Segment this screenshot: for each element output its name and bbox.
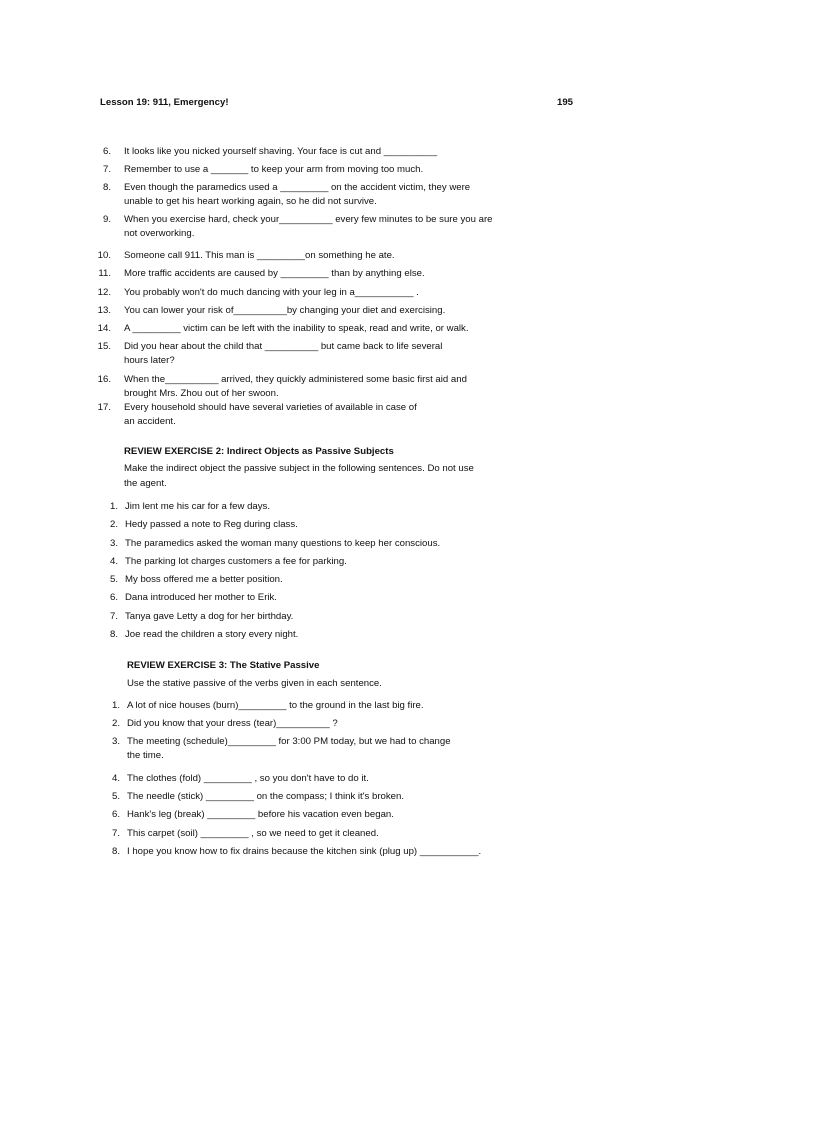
item-number: 5. xyxy=(111,791,120,802)
item-line: Hedy passed a note to Reg during class. xyxy=(125,519,298,530)
item-text xyxy=(124,373,467,401)
item-text xyxy=(124,304,445,318)
item-text xyxy=(124,213,493,241)
item-text xyxy=(124,249,395,263)
item-line: Did you know that your dress (tear)__________ ? xyxy=(127,718,338,729)
item-line: the time. xyxy=(127,750,164,761)
item-number: 15. xyxy=(97,341,111,352)
item-line: Dana introduced her mother to Erik. xyxy=(125,592,277,603)
exercise-3-instructions xyxy=(127,677,382,692)
item-number: 3. xyxy=(109,538,118,549)
item-number: 7. xyxy=(102,164,111,175)
item-text xyxy=(125,628,298,642)
item-number: 8. xyxy=(109,629,118,640)
item-number: 4. xyxy=(109,556,118,567)
item-number: 9. xyxy=(102,214,111,225)
item-number: 16. xyxy=(97,374,111,385)
item-number: 1. xyxy=(109,501,118,512)
item-number: 5. xyxy=(109,574,118,585)
item-number: 11. xyxy=(98,268,111,279)
item-number: 1. xyxy=(111,700,120,711)
item-line: The clothes (fold) _________ , so you don't have to do it. xyxy=(127,773,369,784)
instruction-line: Make the indirect object the passive subject in the following sentences. Do not use xyxy=(124,463,474,474)
item-line: More traffic accidents are caused by _________ than by anything else. xyxy=(124,268,425,279)
item-text xyxy=(125,518,298,532)
item-number: 17. xyxy=(97,402,111,413)
item-text xyxy=(127,845,481,859)
item-line: Someone call 911. This man is _________on something he ate. xyxy=(124,250,395,261)
item-number: 8. xyxy=(111,846,120,857)
item-line: brought Mrs. Zhou out of her swoon. xyxy=(124,388,279,399)
item-line: Joe read the children a story every night. xyxy=(125,629,299,640)
item-line: When you exercise hard, check your__________ every few minutes to be sure you are xyxy=(124,214,493,225)
item-number: 6. xyxy=(111,809,120,820)
item-line: The paramedics asked the woman many questions to keep her conscious. xyxy=(125,538,441,549)
item-text xyxy=(124,145,437,159)
item-line: not overworking. xyxy=(124,228,195,239)
item-line: an accident. xyxy=(124,416,176,427)
item-text xyxy=(127,735,451,763)
item-text xyxy=(125,537,440,551)
item-number: 8. xyxy=(102,182,111,193)
item-line: You probably won't do much dancing with your leg in a___________ . xyxy=(124,287,419,298)
item-line: Tanya gave Letty a dog for her birthday. xyxy=(125,611,294,622)
item-line: I hope you know how to fix drains because the kitchen sink (plug up) ___________. xyxy=(127,846,482,857)
item-text xyxy=(127,827,379,841)
item-line: Even though the paramedics used a _________ on the accident victim, they were xyxy=(124,182,471,193)
item-line: The needle (stick) _________ on the compass; I think it's broken. xyxy=(127,791,405,802)
item-text xyxy=(127,772,369,786)
item-text xyxy=(125,573,283,587)
item-text xyxy=(127,790,404,804)
item-line: It looks like you nicked yourself shaving. Your face is cut and __________ xyxy=(124,146,438,157)
item-text xyxy=(124,267,425,281)
item-line: When the__________ arrived, they quickly administered some basic first aid and xyxy=(124,374,467,385)
item-text xyxy=(127,699,424,713)
item-line: Did you hear about the child that __________ but came back to life several xyxy=(124,341,443,352)
exercise-3-heading: REVIEW EXERCISE 3: The Stative Passive xyxy=(127,660,320,671)
instruction-line: Use the stative passive of the verbs given in each sentence. xyxy=(127,678,382,689)
item-text xyxy=(127,717,338,731)
item-line: Every household should have several varieties of available in case of xyxy=(124,402,417,413)
item-line: Jim lent me his car for a few days. xyxy=(125,501,271,512)
item-number: 10. xyxy=(97,250,111,261)
item-number: 4. xyxy=(111,773,120,784)
item-line: You can lower your risk of__________by changing your diet and exercising. xyxy=(124,305,446,316)
item-text xyxy=(125,591,277,605)
lesson-title: Lesson 19: 911, Emergency! xyxy=(100,97,229,108)
item-line: Remember to use a _______ to keep your arm from moving too much. xyxy=(124,164,424,175)
item-number: 2. xyxy=(109,519,118,530)
item-number: 12. xyxy=(97,287,111,298)
item-number: 7. xyxy=(111,828,120,839)
item-text xyxy=(124,181,470,209)
item-number: 6. xyxy=(102,146,111,157)
item-text xyxy=(124,163,423,177)
item-line: This carpet (soil) _________ , so we need to get it cleaned. xyxy=(127,828,379,839)
item-text xyxy=(125,555,347,569)
item-number: 3. xyxy=(111,736,120,747)
item-text xyxy=(125,500,270,514)
item-line: My boss offered me a better position. xyxy=(125,574,283,585)
item-text xyxy=(124,340,442,368)
item-text xyxy=(124,401,417,429)
item-number: 6. xyxy=(109,592,118,603)
item-line: A _________ victim can be left with the inability to speak, read and write, or walk. xyxy=(124,323,469,334)
item-text xyxy=(124,322,469,336)
item-line: A lot of nice houses (burn)_________ to the ground in the last big fire. xyxy=(127,700,424,711)
item-number: 14. xyxy=(97,323,111,334)
item-line: hours later? xyxy=(124,355,175,366)
item-number: 2. xyxy=(111,718,120,729)
exercise-2-instructions xyxy=(124,462,474,491)
item-text xyxy=(125,610,293,624)
item-line: The meeting (schedule)_________ for 3:00 PM today, but we had to change xyxy=(127,736,451,747)
exercise-2-heading: REVIEW EXERCISE 2: Indirect Objects as Passive Subjects xyxy=(124,446,394,457)
item-text xyxy=(124,286,419,300)
item-number: 7. xyxy=(109,611,118,622)
page-number: 195 xyxy=(557,97,574,108)
item-text xyxy=(127,808,394,822)
item-number: 13. xyxy=(97,305,111,316)
instruction-line: the agent. xyxy=(124,477,167,489)
item-line: The parking lot charges customers a fee for parking. xyxy=(125,556,347,567)
item-line: unable to get his heart working again, so he did not survive. xyxy=(124,196,377,207)
item-line: Hank's leg (break) _________ before his vacation even began. xyxy=(127,809,394,820)
